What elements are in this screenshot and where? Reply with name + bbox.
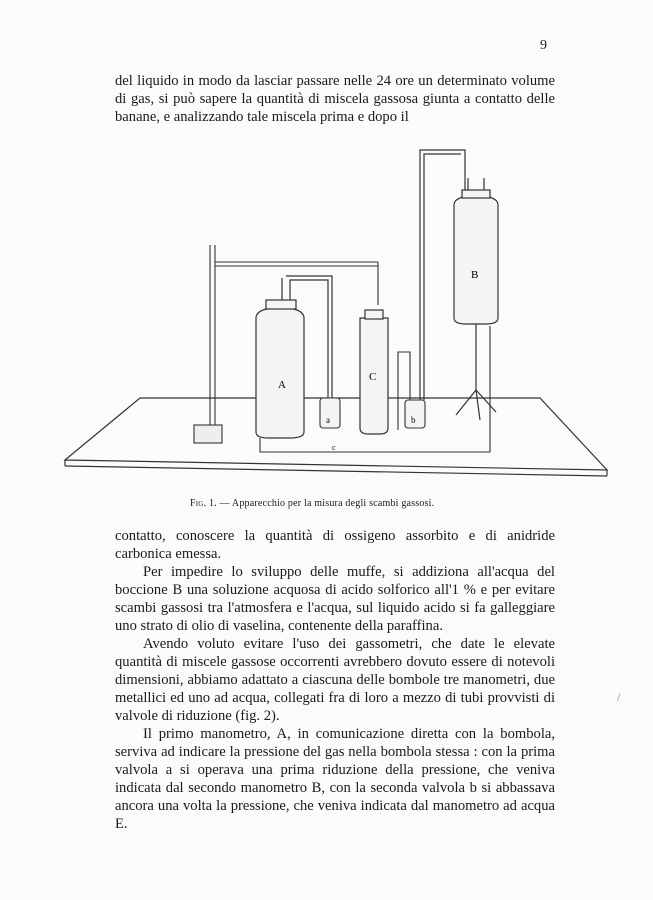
trap-a-drawing — [320, 398, 340, 428]
figure-caption — [190, 498, 490, 509]
label-tube-c: c — [332, 443, 336, 452]
paragraph-2: Per impedire lo sviluppo delle muffe, si addiziona all'acqua del boccione B una soluzione acquosa di acido solforico all'1 % e per evitare scambi gassosi tra l'atmosfera e l'acqua, sul liquido acido si fa galleggiare uno strato di olio di vaselina, contenente della paraffina. — [115, 564, 555, 634]
paragraph-4: Il primo manometro, A, in comunicazione diretta con la bombola, serviva ad indicare la pressione del gas nella bombola stessa : con la prima valvola a si operava una prima riduzione della pressione, che veniva indicata dal secondo manometro B, con la seconda valvola b si abbassava ancora una volta la pressione, che veniva indicata dal manometro ad acqua E. — [115, 726, 555, 832]
caption-label: Fig. 1. — [190, 498, 217, 509]
label-trap-a: a — [326, 415, 330, 425]
margin-mark: / — [617, 690, 621, 704]
top-paragraph-block — [115, 72, 555, 126]
label-b: B — [471, 269, 479, 281]
page-number: 9 — [540, 38, 547, 53]
paragraph-continuation: del liquido in modo da lasciar passare nelle 24 ore un determinato volume di gas, si può sapere la quantità di miscela gassosa giunta a contatto delle banane, e analizzando tale miscela prima e dopo il — [115, 73, 555, 125]
body-text-block — [115, 527, 555, 833]
label-a: A — [278, 379, 286, 391]
label-trap-b: b — [411, 415, 416, 425]
apparatus-figure — [60, 140, 615, 485]
paragraph-1: contatto, conoscere la quantità di ossigeno assorbito e di anidride carbonica emessa. — [115, 528, 555, 562]
caption-text: Apparecchio per la misura degli scambi gassosi. — [231, 498, 435, 509]
bottle-b-drawing — [420, 150, 498, 420]
caption-dash: — — [219, 498, 230, 509]
paragraph-3: Avendo voluto evitare l'uso dei gassometri, che date le elevate quantità di miscele gassose occorrenti avrebbero dovuto essere di notevoli dimensioni, abbiamo adattato a ciascuna delle bombole tre manometri, due metallici ed uno ad acqua, collegati fra di loro a mezzo di tubi provvisti di valvole di riduzione (fig. 2). — [115, 636, 555, 724]
label-c: C — [369, 371, 377, 383]
